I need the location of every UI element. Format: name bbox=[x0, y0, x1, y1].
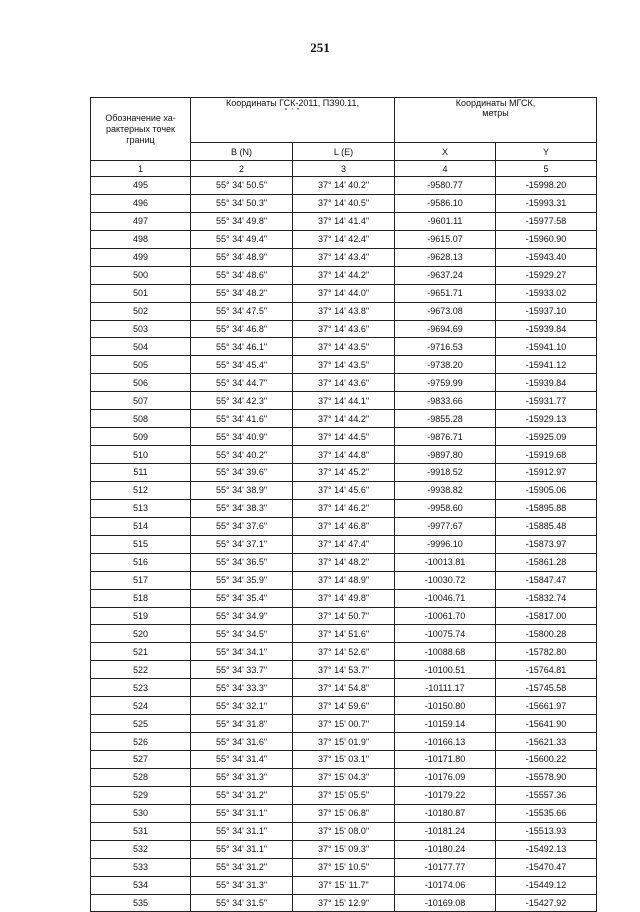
y-cell: -15912.97 bbox=[496, 464, 597, 482]
table-row bbox=[91, 822, 597, 840]
y-cell: -15925.09 bbox=[496, 428, 597, 446]
longitude-cell: 37° 15' 12.9" bbox=[293, 894, 395, 912]
latitude-cell: 55° 34' 31.2" bbox=[191, 786, 293, 804]
latitude-cell: 55° 34' 40.9" bbox=[191, 428, 293, 446]
latitude-cell: 55° 34' 48.6" bbox=[191, 266, 293, 284]
x-cell: -10075.74 bbox=[395, 625, 496, 643]
point-id-cell: 532 bbox=[91, 840, 191, 858]
y-cell: -15931.77 bbox=[496, 392, 597, 410]
x-cell: -9876.71 bbox=[395, 428, 496, 446]
x-cell: -9580.77 bbox=[395, 177, 496, 195]
y-cell: -15885.48 bbox=[496, 517, 597, 535]
latitude-cell: 55° 34' 31.4" bbox=[191, 751, 293, 769]
x-cell: -10181.24 bbox=[395, 822, 496, 840]
longitude-cell: 37° 14' 44.0" bbox=[293, 284, 395, 302]
x-cell: -10179.22 bbox=[395, 786, 496, 804]
longitude-cell: 37° 14' 50.7" bbox=[293, 607, 395, 625]
table-row bbox=[91, 768, 597, 786]
y-cell: -15449.12 bbox=[496, 876, 597, 894]
longitude-cell: 37° 14' 45.6" bbox=[293, 481, 395, 499]
table-row bbox=[91, 661, 597, 679]
latitude-cell: 55° 34' 50.3" bbox=[191, 194, 293, 212]
col-number: 5 bbox=[496, 161, 597, 177]
table-row bbox=[91, 535, 597, 553]
longitude-cell: 37° 14' 51.6" bbox=[293, 625, 395, 643]
y-cell: -15621.33 bbox=[496, 733, 597, 751]
y-cell: -15832.74 bbox=[496, 589, 597, 607]
point-id-cell: 506 bbox=[91, 374, 191, 392]
table-body bbox=[91, 177, 597, 912]
y-cell: -15470.47 bbox=[496, 858, 597, 876]
y-cell: -15929.13 bbox=[496, 410, 597, 428]
x-cell: -10030.72 bbox=[395, 571, 496, 589]
latitude-cell: 55° 34' 38.9" bbox=[191, 481, 293, 499]
col-number: 4 bbox=[395, 161, 496, 177]
x-cell: -9651.71 bbox=[395, 284, 496, 302]
y-cell: -15941.12 bbox=[496, 356, 597, 374]
longitude-cell: 37° 14' 44.2" bbox=[293, 266, 395, 284]
point-id-cell: 524 bbox=[91, 697, 191, 715]
x-cell: -10180.24 bbox=[395, 840, 496, 858]
longitude-cell: 37° 14' 54.8" bbox=[293, 679, 395, 697]
x-cell: -9601.11 bbox=[395, 212, 496, 230]
latitude-cell: 55° 34' 33.7" bbox=[191, 661, 293, 679]
table-row bbox=[91, 410, 597, 428]
longitude-cell: 37° 14' 40.2" bbox=[293, 177, 395, 195]
latitude-cell: 55° 34' 48.9" bbox=[191, 248, 293, 266]
latitude-cell: 55° 34' 36.5" bbox=[191, 553, 293, 571]
table-row bbox=[91, 320, 597, 338]
longitude-cell: 37° 14' 46.8" bbox=[293, 517, 395, 535]
latitude-cell: 55° 34' 31.3" bbox=[191, 876, 293, 894]
x-cell: -9759.99 bbox=[395, 374, 496, 392]
x-cell: -10046.71 bbox=[395, 589, 496, 607]
table-row bbox=[91, 804, 597, 822]
longitude-cell: 37° 14' 48.2" bbox=[293, 553, 395, 571]
x-cell: -10176.09 bbox=[395, 768, 496, 786]
x-cell: -9958.60 bbox=[395, 499, 496, 517]
point-id-cell: 531 bbox=[91, 822, 191, 840]
table-row bbox=[91, 248, 597, 266]
y-cell: -15847.47 bbox=[496, 571, 597, 589]
col-x-header: X bbox=[395, 143, 496, 161]
y-cell: -15941.10 bbox=[496, 338, 597, 356]
table-row bbox=[91, 194, 597, 212]
col-number: 3 bbox=[293, 161, 395, 177]
longitude-cell: 37° 14' 59.6" bbox=[293, 697, 395, 715]
x-cell: -10174.06 bbox=[395, 876, 496, 894]
table-row bbox=[91, 697, 597, 715]
table-row bbox=[91, 356, 597, 374]
point-id-cell: 509 bbox=[91, 428, 191, 446]
point-id-cell: 513 bbox=[91, 499, 191, 517]
longitude-cell: 37° 14' 43.8" bbox=[293, 302, 395, 320]
y-cell: -15993.31 bbox=[496, 194, 597, 212]
mgsk-title: Координаты МГСК, bbox=[455, 98, 536, 108]
longitude-cell: 37° 15' 03.1" bbox=[293, 751, 395, 769]
y-cell: -15939.84 bbox=[496, 374, 597, 392]
longitude-cell: 37° 14' 49.8" bbox=[293, 589, 395, 607]
longitude-cell: 37° 14' 46.2" bbox=[293, 499, 395, 517]
y-cell: -15800.28 bbox=[496, 625, 597, 643]
table-row bbox=[91, 858, 597, 876]
x-cell: -10150.80 bbox=[395, 697, 496, 715]
point-id-cell: 516 bbox=[91, 553, 191, 571]
longitude-cell: 37° 14' 43.4" bbox=[293, 248, 395, 266]
col-number: 1 bbox=[91, 161, 191, 177]
point-id-cell: 511 bbox=[91, 464, 191, 482]
x-cell: -10169.08 bbox=[395, 894, 496, 912]
longitude-cell: 37° 15' 06.8" bbox=[293, 804, 395, 822]
table-row bbox=[91, 553, 597, 571]
y-cell: -15535.66 bbox=[496, 804, 597, 822]
point-id-cell: 529 bbox=[91, 786, 191, 804]
table-row bbox=[91, 625, 597, 643]
table-row bbox=[91, 643, 597, 661]
y-cell: -15977.58 bbox=[496, 212, 597, 230]
y-cell: -15578.90 bbox=[496, 768, 597, 786]
table-row bbox=[91, 571, 597, 589]
y-cell: -15960.90 bbox=[496, 230, 597, 248]
latitude-cell: 55° 34' 34.1" bbox=[191, 643, 293, 661]
point-id-cell: 527 bbox=[91, 751, 191, 769]
y-cell: -15641.90 bbox=[496, 715, 597, 733]
latitude-cell: 55° 34' 31.1" bbox=[191, 822, 293, 840]
x-cell: -9628.13 bbox=[395, 248, 496, 266]
y-cell: -15919.68 bbox=[496, 446, 597, 464]
table-row bbox=[91, 230, 597, 248]
latitude-cell: 55° 34' 32.1" bbox=[191, 697, 293, 715]
point-id-cell: 526 bbox=[91, 733, 191, 751]
longitude-cell: 37° 14' 44.1" bbox=[293, 392, 395, 410]
point-id-cell: 525 bbox=[91, 715, 191, 733]
longitude-cell: 37° 14' 48.9" bbox=[293, 571, 395, 589]
point-id-cell: 523 bbox=[91, 679, 191, 697]
point-id-cell: 519 bbox=[91, 607, 191, 625]
point-id-cell: 496 bbox=[91, 194, 191, 212]
latitude-cell: 55° 34' 44.7" bbox=[191, 374, 293, 392]
point-id-cell: 497 bbox=[91, 212, 191, 230]
point-id-cell: 501 bbox=[91, 284, 191, 302]
mgsk-header bbox=[395, 98, 597, 143]
x-cell: -9637.24 bbox=[395, 266, 496, 284]
y-cell: -15939.84 bbox=[496, 320, 597, 338]
longitude-cell: 37° 14' 43.6" bbox=[293, 374, 395, 392]
point-id-cell: 514 bbox=[91, 517, 191, 535]
latitude-cell: 55° 34' 37.1" bbox=[191, 535, 293, 553]
table-row bbox=[91, 607, 597, 625]
point-id-cell: 510 bbox=[91, 446, 191, 464]
y-cell: -15492.13 bbox=[496, 840, 597, 858]
longitude-cell: 37° 14' 44.5" bbox=[293, 428, 395, 446]
latitude-cell: 55° 34' 31.8" bbox=[191, 715, 293, 733]
longitude-cell: 37° 15' 08.0" bbox=[293, 822, 395, 840]
y-cell: -15764.81 bbox=[496, 661, 597, 679]
longitude-cell: 37° 14' 43.5" bbox=[293, 356, 395, 374]
longitude-cell: 37° 14' 42.4" bbox=[293, 230, 395, 248]
gsk-header bbox=[191, 98, 395, 143]
latitude-cell: 55° 34' 38.3" bbox=[191, 499, 293, 517]
table-row bbox=[91, 894, 597, 912]
latitude-cell: 55° 34' 31.1" bbox=[191, 804, 293, 822]
point-id-cell: 507 bbox=[91, 392, 191, 410]
point-id-cell: 498 bbox=[91, 230, 191, 248]
y-cell: -15745.58 bbox=[496, 679, 597, 697]
table-row bbox=[91, 840, 597, 858]
latitude-cell: 55° 34' 34.9" bbox=[191, 607, 293, 625]
latitude-cell: 55° 34' 46.8" bbox=[191, 320, 293, 338]
latitude-cell: 55° 34' 33.3" bbox=[191, 679, 293, 697]
x-cell: -9855.28 bbox=[395, 410, 496, 428]
table-row bbox=[91, 446, 597, 464]
latitude-cell: 55° 34' 31.6" bbox=[191, 733, 293, 751]
table-row bbox=[91, 392, 597, 410]
table-row bbox=[91, 302, 597, 320]
latitude-cell: 55° 34' 39.6" bbox=[191, 464, 293, 482]
col-number: 2 bbox=[191, 161, 293, 177]
longitude-cell: 37° 14' 40.5" bbox=[293, 194, 395, 212]
x-cell: -9897.80 bbox=[395, 446, 496, 464]
point-id-cell: 518 bbox=[91, 589, 191, 607]
table-row bbox=[91, 499, 597, 517]
y-cell: -15929.27 bbox=[496, 266, 597, 284]
longitude-cell: 37° 15' 01.9" bbox=[293, 733, 395, 751]
point-id-cell: 517 bbox=[91, 571, 191, 589]
latitude-cell: 55° 34' 42.3" bbox=[191, 392, 293, 410]
point-id-cell: 533 bbox=[91, 858, 191, 876]
point-id-cell: 512 bbox=[91, 481, 191, 499]
y-cell: -15782.80 bbox=[496, 643, 597, 661]
latitude-cell: 55° 34' 40.2" bbox=[191, 446, 293, 464]
col-l-header: L (E) bbox=[293, 143, 395, 161]
longitude-cell: 37° 15' 09.3" bbox=[293, 840, 395, 858]
point-id-cell: 522 bbox=[91, 661, 191, 679]
table-row bbox=[91, 428, 597, 446]
table-row bbox=[91, 589, 597, 607]
longitude-cell: 37° 15' 04.3" bbox=[293, 768, 395, 786]
table-row bbox=[91, 876, 597, 894]
longitude-cell: 37° 14' 45.2" bbox=[293, 464, 395, 482]
longitude-cell: 37° 14' 41.4" bbox=[293, 212, 395, 230]
point-id-cell: 502 bbox=[91, 302, 191, 320]
longitude-cell: 37° 14' 53.7" bbox=[293, 661, 395, 679]
longitude-cell: 37° 14' 43.6" bbox=[293, 320, 395, 338]
x-cell: -10100.51 bbox=[395, 661, 496, 679]
x-cell: -9586.10 bbox=[395, 194, 496, 212]
point-id-cell: 495 bbox=[91, 177, 191, 195]
longitude-cell: 37° 14' 44.8" bbox=[293, 446, 395, 464]
point-id-cell: 504 bbox=[91, 338, 191, 356]
x-cell: -10111.17 bbox=[395, 679, 496, 697]
latitude-cell: 55° 34' 47.5" bbox=[191, 302, 293, 320]
x-cell: -9738.20 bbox=[395, 356, 496, 374]
latitude-cell: 55° 34' 31.1" bbox=[191, 840, 293, 858]
gsk-units: ° ' " bbox=[284, 108, 301, 115]
point-id-cell: 499 bbox=[91, 248, 191, 266]
x-cell: -10166.13 bbox=[395, 733, 496, 751]
x-cell: -10013.81 bbox=[395, 553, 496, 571]
page-number: 251 bbox=[310, 40, 330, 55]
x-cell: -9694.69 bbox=[395, 320, 496, 338]
col-b-header: B (N) bbox=[191, 143, 293, 161]
mgsk-units: метры bbox=[482, 108, 509, 118]
longitude-cell: 37° 15' 00.7" bbox=[293, 715, 395, 733]
y-cell: -15600.22 bbox=[496, 751, 597, 769]
longitude-cell: 37° 15' 10.5" bbox=[293, 858, 395, 876]
table-row bbox=[91, 338, 597, 356]
x-cell: -10177.77 bbox=[395, 858, 496, 876]
latitude-cell: 55° 34' 31.2" bbox=[191, 858, 293, 876]
x-cell: -9615.07 bbox=[395, 230, 496, 248]
latitude-cell: 55° 34' 41.6" bbox=[191, 410, 293, 428]
table-row bbox=[91, 517, 597, 535]
table-row bbox=[91, 715, 597, 733]
latitude-cell: 55° 34' 49.8" bbox=[191, 212, 293, 230]
gsk-title: Координаты ГСК-2011, ПЗ90.11, bbox=[225, 98, 360, 108]
y-cell: -15513.93 bbox=[496, 822, 597, 840]
longitude-cell: 37° 14' 47.4" bbox=[293, 535, 395, 553]
y-cell: -15943.40 bbox=[496, 248, 597, 266]
x-cell: -10159.14 bbox=[395, 715, 496, 733]
table-row bbox=[91, 284, 597, 302]
table-row bbox=[91, 464, 597, 482]
x-cell: -9833.66 bbox=[395, 392, 496, 410]
latitude-cell: 55° 34' 46.1" bbox=[191, 338, 293, 356]
x-cell: -10171.80 bbox=[395, 751, 496, 769]
x-cell: -10180.87 bbox=[395, 804, 496, 822]
longitude-cell: 37° 15' 05.5" bbox=[293, 786, 395, 804]
latitude-cell: 55° 34' 45.4" bbox=[191, 356, 293, 374]
y-cell: -15895.88 bbox=[496, 499, 597, 517]
point-id-cell: 534 bbox=[91, 876, 191, 894]
table-row bbox=[91, 266, 597, 284]
longitude-cell: 37° 14' 43.5" bbox=[293, 338, 395, 356]
point-id-cell: 535 bbox=[91, 894, 191, 912]
y-cell: -15427.92 bbox=[496, 894, 597, 912]
table-row bbox=[91, 481, 597, 499]
point-id-cell: 500 bbox=[91, 266, 191, 284]
x-cell: -9977.67 bbox=[395, 517, 496, 535]
longitude-cell: 37° 14' 52.6" bbox=[293, 643, 395, 661]
latitude-cell: 55° 34' 31.5" bbox=[191, 894, 293, 912]
point-id-cell: 503 bbox=[91, 320, 191, 338]
y-cell: -15817.00 bbox=[496, 607, 597, 625]
y-cell: -15557.36 bbox=[496, 786, 597, 804]
y-cell: -15937.10 bbox=[496, 302, 597, 320]
y-cell: -15905.06 bbox=[496, 481, 597, 499]
point-id-cell: 521 bbox=[91, 643, 191, 661]
table-row bbox=[91, 733, 597, 751]
point-id-cell: 515 bbox=[91, 535, 191, 553]
table-row bbox=[91, 679, 597, 697]
x-cell: -9938.82 bbox=[395, 481, 496, 499]
point-id-cell: 508 bbox=[91, 410, 191, 428]
x-cell: -9918.52 bbox=[395, 464, 496, 482]
x-cell: -10061.70 bbox=[395, 607, 496, 625]
point-id-cell: 528 bbox=[91, 768, 191, 786]
x-cell: -9996.10 bbox=[395, 535, 496, 553]
latitude-cell: 55° 34' 31.3" bbox=[191, 768, 293, 786]
x-cell: -9673.08 bbox=[395, 302, 496, 320]
latitude-cell: 55° 34' 50.5" bbox=[191, 177, 293, 195]
coordinates-table bbox=[90, 97, 597, 912]
table-row bbox=[91, 177, 597, 195]
y-cell: -15998.20 bbox=[496, 177, 597, 195]
point-id-cell: 530 bbox=[91, 804, 191, 822]
y-cell: -15861.28 bbox=[496, 553, 597, 571]
latitude-cell: 55° 34' 35.9" bbox=[191, 571, 293, 589]
table-row bbox=[91, 751, 597, 769]
latitude-cell: 55° 34' 48.2" bbox=[191, 284, 293, 302]
latitude-cell: 55° 34' 34.5" bbox=[191, 625, 293, 643]
point-id-cell: 520 bbox=[91, 625, 191, 643]
table-row bbox=[91, 374, 597, 392]
latitude-cell: 55° 34' 35.4" bbox=[191, 589, 293, 607]
x-cell: -9716.53 bbox=[395, 338, 496, 356]
y-cell: -15873.97 bbox=[496, 535, 597, 553]
point-label-header: Обозначение ха-рактерных точек границ bbox=[91, 98, 191, 161]
longitude-cell: 37° 15' 11.7" bbox=[293, 876, 395, 894]
x-cell: -10088.68 bbox=[395, 643, 496, 661]
y-cell: -15933.02 bbox=[496, 284, 597, 302]
y-cell: -15661.97 bbox=[496, 697, 597, 715]
table-row bbox=[91, 786, 597, 804]
longitude-cell: 37° 14' 44.2" bbox=[293, 410, 395, 428]
latitude-cell: 55° 34' 37.6" bbox=[191, 517, 293, 535]
col-y-header: Y bbox=[496, 143, 597, 161]
point-id-cell: 505 bbox=[91, 356, 191, 374]
latitude-cell: 55° 34' 49.4" bbox=[191, 230, 293, 248]
table-row bbox=[91, 212, 597, 230]
